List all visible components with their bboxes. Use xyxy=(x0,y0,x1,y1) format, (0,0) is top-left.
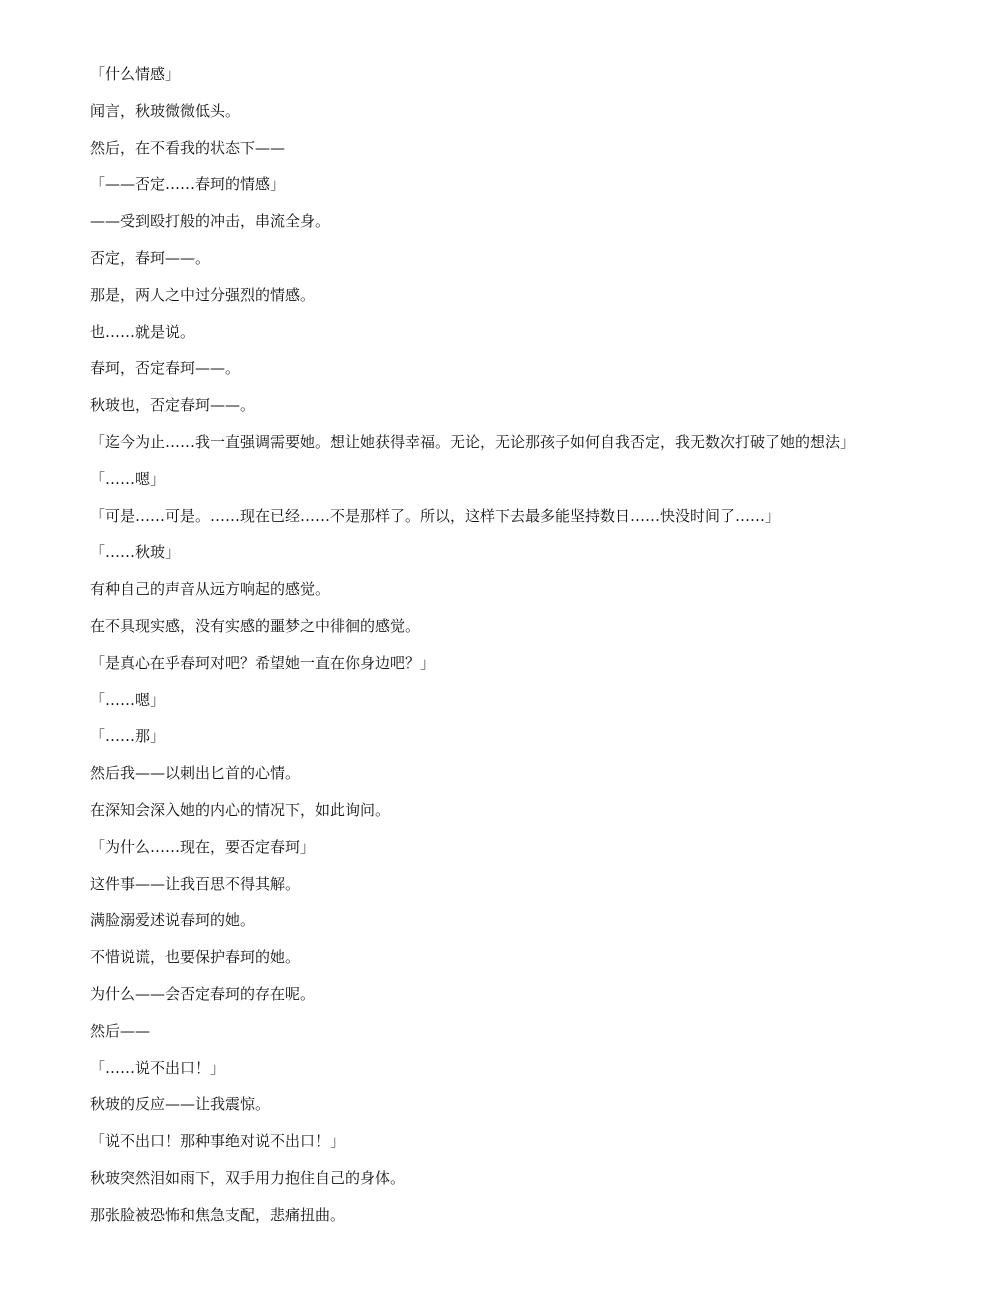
text-line: 不惜说谎，也要保护春珂的她。 xyxy=(90,948,301,967)
text-line: 「——否定……春珂的情感」 xyxy=(90,175,286,194)
text-line: 也……就是说。 xyxy=(90,322,196,341)
text-line: 为什么——会否定春珂的存在呢。 xyxy=(90,984,316,1003)
text-line: 那张脸被恐怖和焦急支配，悲痛扭曲。 xyxy=(90,1205,346,1224)
text-line: 满脸溺爱述说春珂的她。 xyxy=(90,911,256,930)
text-line: 「是真心在乎春珂对吧？希望她一直在你身边吧？」 xyxy=(90,653,436,672)
text-line: 然后，在不看我的状态下—— xyxy=(90,138,286,157)
text-line: ——受到殴打般的冲击，串流全身。 xyxy=(90,212,331,231)
text-line: 春珂，否定春珂——。 xyxy=(90,359,241,378)
text-line: 「……嗯」 xyxy=(90,469,166,488)
text-line: 那是，两人之中过分强烈的情感。 xyxy=(90,285,316,304)
text-line: 秋玻也，否定春珂——。 xyxy=(90,396,256,415)
text-line: 否定，春珂——。 xyxy=(90,248,211,267)
text-line: 这件事——让我百思不得其解。 xyxy=(90,874,301,893)
text-line: 「迄今为止……我一直强调需要她。想让她获得幸福。无论，无论那孩子如何自我否定，我无数次打破了她的想法」 xyxy=(90,432,856,451)
text-line: 在深知会深入她的内心的情况下，如此询问。 xyxy=(90,800,391,819)
text-line: 「可是……可是。……现在已经……不是那样了。所以，这样下去最多能坚持数日……快没时间了……」 xyxy=(90,506,781,525)
text-line: 在不具现实感，没有实感的噩梦之中徘徊的感觉。 xyxy=(90,616,421,635)
text-line: 秋玻的反应——让我震惊。 xyxy=(90,1095,271,1114)
text-line: 「……嗯」 xyxy=(90,690,166,709)
text-line: 「什么情感」 xyxy=(90,65,181,83)
text-body xyxy=(90,62,970,1240)
text-line: 「……说不出口！」 xyxy=(90,1058,226,1077)
text-line: 闻言，秋玻微微低头。 xyxy=(90,101,241,120)
text-line: 秋玻突然泪如雨下，双手用力抱住自己的身体。 xyxy=(90,1168,406,1187)
text-line: 然后—— xyxy=(90,1021,151,1040)
text-line: 有种自己的声音从远方响起的感觉。 xyxy=(90,580,331,599)
text-line: 然后我——以刺出匕首的心情。 xyxy=(90,764,301,783)
text-line: 「……秋玻」 xyxy=(90,543,181,562)
text-line: 「……那」 xyxy=(90,727,166,746)
text-line: 「说不出口！那种事绝对说不出口！」 xyxy=(90,1132,346,1151)
text-line: 「为什么……现在，要否定春珂」 xyxy=(90,837,316,856)
